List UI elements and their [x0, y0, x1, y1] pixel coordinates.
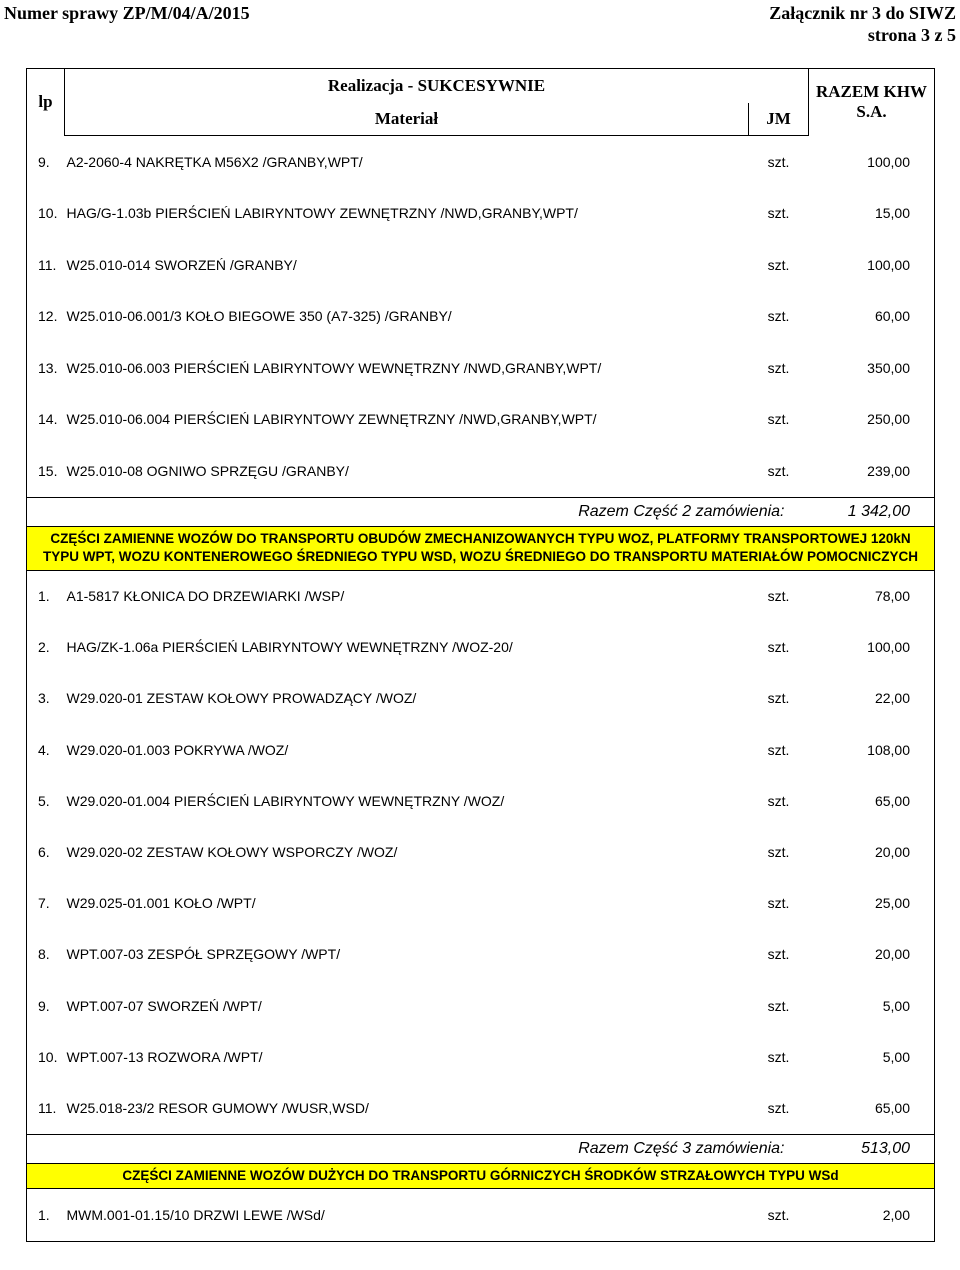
row-material: W25.010-06.001/3 KOŁO BIEGOWE 350 (A7-325) /GRANBY/	[66, 308, 452, 325]
row-material: HAG/ZK-1.06a PIERŚCIEŃ LABIRYNTOWY WEWNĘTRZNY /WOZ-20/	[66, 639, 513, 656]
row-quantity: 108,00	[809, 724, 935, 775]
row-unit: szt.	[767, 308, 790, 325]
section-b-rows	[27, 570, 935, 1134]
row-lp: 12.	[27, 291, 65, 343]
row-material: WPT.007-13 ROZWORA /WPT/	[66, 1048, 263, 1065]
row-material: W25.010-06.003 PIERŚCIEŃ LABIRYNTOWY WEWNĘTRZNY /NWD,GRANBY,WPT/	[66, 359, 602, 376]
row-unit: szt.	[767, 844, 790, 861]
row-quantity: 100,00	[809, 239, 935, 291]
row-material: W29.020-01.003 POKRYWA /WOZ/	[66, 741, 289, 758]
table-row	[27, 826, 935, 877]
row-material: MWM.001-01.15/10 DRZWI LEWE /WSd/	[65, 1189, 749, 1242]
row-material: W25.010-06.004 PIERŚCIEŃ LABIRYNTOWY ZEWNĘTRZNY /NWD,GRANBY,WPT/	[66, 411, 597, 428]
row-lp: 1.	[27, 1189, 65, 1242]
row-unit: szt.	[767, 256, 790, 273]
table-row	[27, 1082, 935, 1134]
row-material: W25.010-08 OGNIWO SPRZĘGU /GRANBY/	[66, 462, 349, 479]
row-material: W25.018-23/2 RESOR GUMOWY /WUSR,WSD/	[66, 1099, 369, 1116]
column-header-jm: JM	[749, 103, 809, 136]
table-row	[27, 291, 935, 343]
row-unit: szt.	[767, 205, 790, 222]
row-quantity: 60,00	[809, 291, 935, 343]
table-row	[27, 136, 935, 188]
section-heading: CZĘŚCI ZAMIENNE WOZÓW DUŻYCH DO TRANSPORTU GÓRNICZYCH ŚRODKÓW STRZAŁOWYCH TYPU WSd	[27, 1163, 935, 1189]
table-row	[27, 1189, 935, 1242]
table-row	[27, 878, 935, 929]
row-unit: szt.	[767, 411, 790, 428]
section-c-heading-row	[27, 1163, 935, 1189]
row-lp: 6.	[27, 826, 65, 877]
table-row	[27, 622, 935, 673]
table-row	[27, 724, 935, 775]
row-material: WPT.007-07 SWORZEŃ /WPT/	[66, 997, 262, 1014]
row-material: W25.010-014 SWORZEŃ /GRANBY/	[66, 256, 297, 273]
section-a-total-row	[27, 497, 935, 526]
row-quantity: 350,00	[809, 342, 935, 394]
row-lp: 4.	[27, 724, 65, 775]
row-quantity: 250,00	[809, 394, 935, 446]
row-quantity: 239,00	[809, 445, 935, 497]
row-unit: szt.	[767, 690, 790, 707]
row-lp: 9.	[27, 136, 65, 188]
row-material: W29.020-01 ZESTAW KOŁOWY PROWADZĄCY /WOZ/	[66, 690, 417, 707]
materials-table	[26, 68, 935, 1242]
column-header-lp: lp	[27, 69, 65, 136]
table-row	[27, 570, 935, 622]
row-quantity: 65,00	[809, 775, 935, 826]
row-quantity: 22,00	[809, 673, 935, 724]
row-quantity: 2,00	[809, 1189, 935, 1242]
row-unit: szt.	[767, 895, 790, 912]
row-quantity: 20,00	[809, 826, 935, 877]
row-lp: 14.	[27, 394, 65, 446]
row-lp: 8.	[27, 929, 65, 980]
table-subheader-row	[27, 103, 935, 136]
row-unit: szt.	[767, 588, 790, 605]
table-row	[27, 1031, 935, 1082]
row-material: WPT.007-03 ZESPÓŁ SPRZĘGOWY /WPT/	[66, 946, 341, 963]
row-unit: szt.	[767, 792, 790, 809]
column-header-material: Materiał	[65, 103, 749, 136]
row-unit: szt.	[767, 1099, 790, 1116]
total-label: Razem Część 2 zamówienia:	[27, 497, 809, 526]
table-row	[27, 239, 935, 291]
table-row	[27, 188, 935, 240]
row-material: W29.020-02 ZESTAW KOŁOWY WSPORCZY /WOZ/	[66, 844, 398, 861]
row-quantity: 25,00	[809, 878, 935, 929]
row-lp: 3.	[27, 673, 65, 724]
table-row	[27, 445, 935, 497]
row-lp: 10.	[27, 1031, 65, 1082]
row-unit: szt.	[767, 153, 790, 170]
table-row	[27, 673, 935, 724]
row-quantity: 100,00	[809, 622, 935, 673]
row-lp: 1.	[27, 570, 65, 622]
table-row	[27, 342, 935, 394]
row-lp: 5.	[27, 775, 65, 826]
row-lp: 7.	[27, 878, 65, 929]
row-lp: 11.	[27, 239, 65, 291]
row-material: W29.025-01.001 KOŁO /WPT/	[66, 895, 256, 912]
column-header-realizacja: Realizacja - SUKCESYWNIE	[65, 69, 809, 104]
row-material: A2-2060-4 NAKRĘTKA M56X2 /GRANBY,WPT/	[66, 153, 363, 170]
section-b-total-row	[27, 1134, 935, 1163]
section-b-heading-row	[27, 526, 935, 570]
table-header-row	[27, 69, 935, 104]
table-row	[27, 394, 935, 446]
row-quantity: 20,00	[809, 929, 935, 980]
attachment-info	[769, 2, 956, 46]
razem-line2: S.A.	[856, 102, 887, 122]
row-lp: 2.	[27, 622, 65, 673]
table-row	[27, 929, 935, 980]
row-unit: szt.	[767, 997, 790, 1014]
total-label: Razem Część 3 zamówienia:	[27, 1134, 809, 1163]
row-lp: 13.	[27, 342, 65, 394]
row-unit: szt.	[767, 359, 790, 376]
total-value: 513,00	[809, 1134, 935, 1163]
row-lp: 11.	[27, 1082, 65, 1134]
row-lp: 10.	[27, 188, 65, 240]
row-quantity: 78,00	[809, 570, 935, 622]
document-case-number: Numer sprawy ZP/M/04/A/2015	[4, 3, 250, 23]
row-quantity: 15,00	[809, 188, 935, 240]
row-lp: 9.	[27, 980, 65, 1031]
section-c-rows	[27, 1189, 935, 1242]
row-material: W29.020-01.004 PIERŚCIEŃ LABIRYNTOWY WEWNĘTRZNY /WOZ/	[66, 792, 505, 809]
total-value: 1 342,00	[809, 497, 935, 526]
attachment-label: Załącznik nr 3 do SIWZ	[769, 3, 956, 23]
row-unit: szt.	[767, 639, 790, 656]
razem-line1: RAZEM KHW	[816, 82, 927, 102]
table-row	[27, 775, 935, 826]
row-unit: szt.	[767, 1048, 790, 1065]
row-unit: szt.	[767, 741, 790, 758]
row-quantity: 5,00	[809, 1031, 935, 1082]
row-quantity: 5,00	[809, 980, 935, 1031]
section-heading: CZĘŚCI ZAMIENNE WOZÓW DO TRANSPORTU OBUDÓW ZMECHANIZOWANYCH TYPU WOZ, PLATFORMY TRANSPORTOWEJ 120kN TYPU WPT, WOZU KONTENEROWEGO ŚREDNIEGO TYPU WSD, WOZU ŚREDNIEGO DO TRANSPORTU MATERIAŁÓW POMOCNICZYCH	[27, 526, 935, 570]
row-unit: szt.	[767, 946, 790, 963]
column-header-razem	[809, 69, 935, 136]
row-lp: 15.	[27, 445, 65, 497]
page-number: strona 3 z 5	[867, 25, 956, 45]
row-material: A1-5817 KŁONICA DO DRZEWIARKI /WSP/	[66, 588, 345, 605]
row-material: HAG/G-1.03b PIERŚCIEŃ LABIRYNTOWY ZEWNĘTRZNY /NWD,GRANBY,WPT/	[66, 205, 578, 222]
row-quantity: 100,00	[809, 136, 935, 188]
row-unit: szt.	[749, 1189, 809, 1242]
section-a-rows	[27, 136, 935, 498]
row-unit: szt.	[767, 462, 790, 479]
table-row	[27, 980, 935, 1031]
row-quantity: 65,00	[809, 1082, 935, 1134]
